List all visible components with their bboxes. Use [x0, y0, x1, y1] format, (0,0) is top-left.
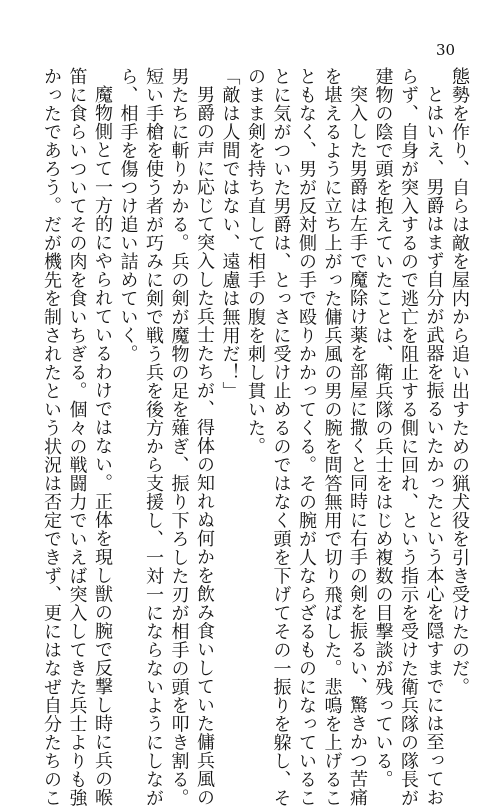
text-line: 建物の陰で頭を抱えていたことは、衛兵隊の兵士をはじめ複数の目撃談が残っている。 — [372, 67, 394, 789]
text-line: 態勢を作り、自らは敵を屋内から追い出すための猟犬役を引き受けたのだ。 — [449, 67, 470, 696]
text-line: 「敵は人間ではない、遠慮は無用だ！」 — [219, 67, 241, 400]
text-line: 突入した男爵は左手で魔除け薬を部屋に撒くと同時に右手の剣を振るい、驚きかつ苦痛 — [347, 85, 368, 807]
text-line: ら、相手を傷つけ追い詰めていく。 — [117, 67, 139, 363]
text-line: 笛に食らいついてその肉を食いちぎる。個々の戦闘力でいえば突入してきた兵士よりも強 — [66, 67, 88, 807]
text-line: ともなく、男が反対側の手で殴りかかってくる。その腕が人ならざるものになっているこ — [296, 67, 317, 807]
text-line: らず、自身が突入するので逃亡を阻止する側に回れ、という指示を受けた衛兵隊の隊長が — [398, 67, 419, 807]
text-line: かったであろう。だが機先を制されたという状況は否定できず、更にはなぜ自分たちのこ — [41, 67, 62, 807]
text-line: 魔物側とて一方的にやられているわけではない。正体を現し獣の腕で反撃し時に兵の喉 — [92, 85, 113, 807]
text-line: 男たちに斬りかかる。兵の剣が魔物の足を薙ぎ、振り下ろした刃が相手の頭を叩き割る。 — [168, 67, 190, 807]
text-line: とに気がついた男爵は、とっさに受け止めるのではなく頭を下げてその一振りを躱し、そ — [270, 67, 292, 807]
text-line: 男爵の声に応じて突入した兵士たちが、得体の知れぬ何かを飲み食いしていた傭兵風の — [194, 85, 215, 807]
body-text — [39, 67, 473, 807]
text-line: 短い手槍を使う者が巧みに剣で戦う兵を後方から支援し、一対一にならないようにしなが — [143, 67, 164, 807]
text-line: を堪えるように立ち上がった傭兵風の男の腕を問答無用で切り飛ばした。悲鳴を上げるこ — [321, 67, 343, 807]
text-line: とはいえ、男爵はまず自分が武器を振るいたかったという本心を隠すまでには至ってお — [423, 85, 445, 807]
text-line: のまま剣を持ち直して相手の腹を刺し貫いた。 — [245, 67, 266, 456]
page-number: 30 — [436, 41, 456, 59]
